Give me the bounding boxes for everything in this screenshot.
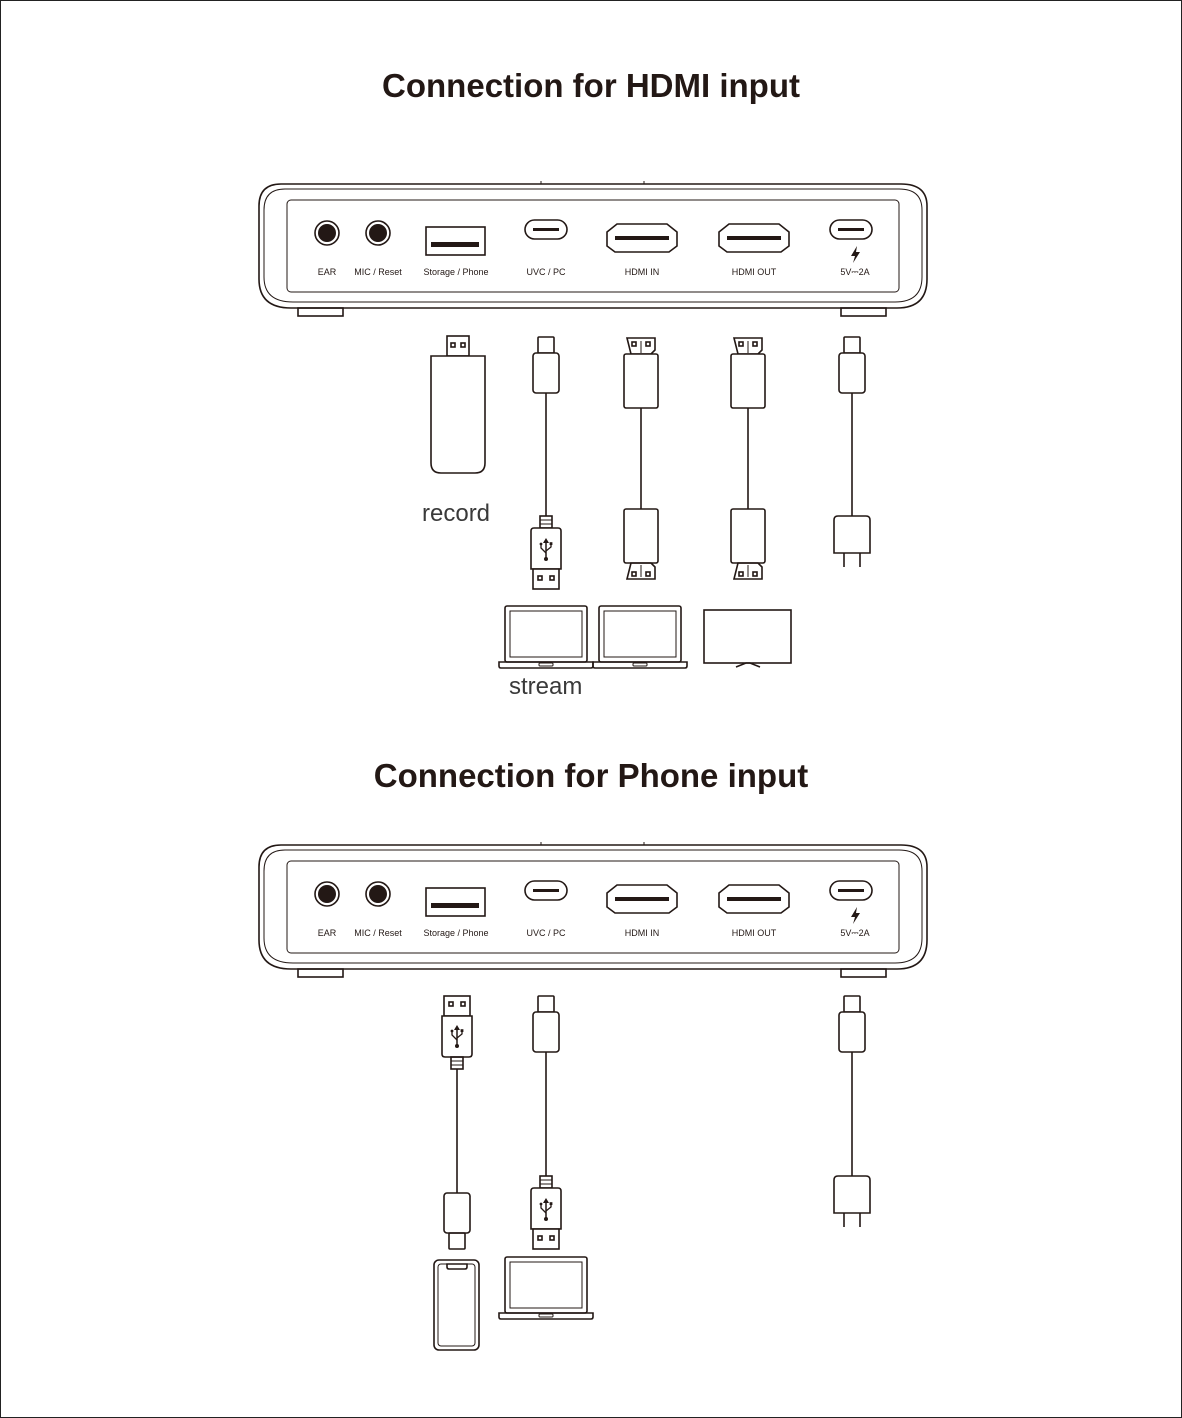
label-ear: EAR: [317, 267, 337, 277]
label-mic-reset: MIC / Reset: [354, 928, 402, 938]
port-labels-1: [318, 267, 870, 277]
label-power: 5V⎓2A: [840, 267, 870, 277]
power-adapter-icon: [834, 996, 870, 1227]
usb-drive-icon: [431, 336, 485, 473]
label-power: 5V⎓2A: [840, 928, 870, 938]
label-storage-phone: Storage / Phone: [423, 267, 489, 277]
laptop-icon: [593, 606, 687, 668]
label-mic-reset: MIC / Reset: [354, 267, 402, 277]
laptop-icon: [499, 1257, 593, 1319]
connection-diagram: [1, 1, 1181, 1417]
title-hdmi-input: Connection for HDMI input: [382, 67, 800, 104]
port-labels-2: [318, 928, 870, 938]
device-front-panel-1: [259, 181, 927, 316]
laptop-icon: [499, 606, 593, 668]
usb-a-to-usb-c-cable: [442, 996, 472, 1249]
title-phone-input: Connection for Phone input: [373, 757, 809, 794]
label-hdmi-in: HDMI IN: [624, 267, 660, 277]
device-front-panel-2: [259, 842, 927, 977]
hdmi-cable-out: [731, 338, 765, 579]
label-uvc-pc: UVC / PC: [526, 267, 566, 277]
usb-c-to-usb-a-cable: [531, 337, 561, 589]
label-uvc-pc: UVC / PC: [526, 928, 566, 938]
smartphone-icon: [434, 1260, 479, 1350]
label-ear: EAR: [317, 928, 337, 938]
hdmi-cable-in: [624, 338, 658, 579]
label-hdmi-out: HDMI OUT: [731, 267, 777, 277]
monitor-icon: [704, 610, 791, 667]
caption-stream: stream: [509, 673, 583, 700]
label-storage-phone: Storage / Phone: [423, 928, 489, 938]
label-hdmi-in: HDMI IN: [624, 928, 660, 938]
label-hdmi-out: HDMI OUT: [731, 928, 777, 938]
power-adapter-icon: [834, 337, 870, 567]
usb-c-to-usb-a-cable: [531, 996, 561, 1249]
caption-record: record: [422, 500, 491, 527]
